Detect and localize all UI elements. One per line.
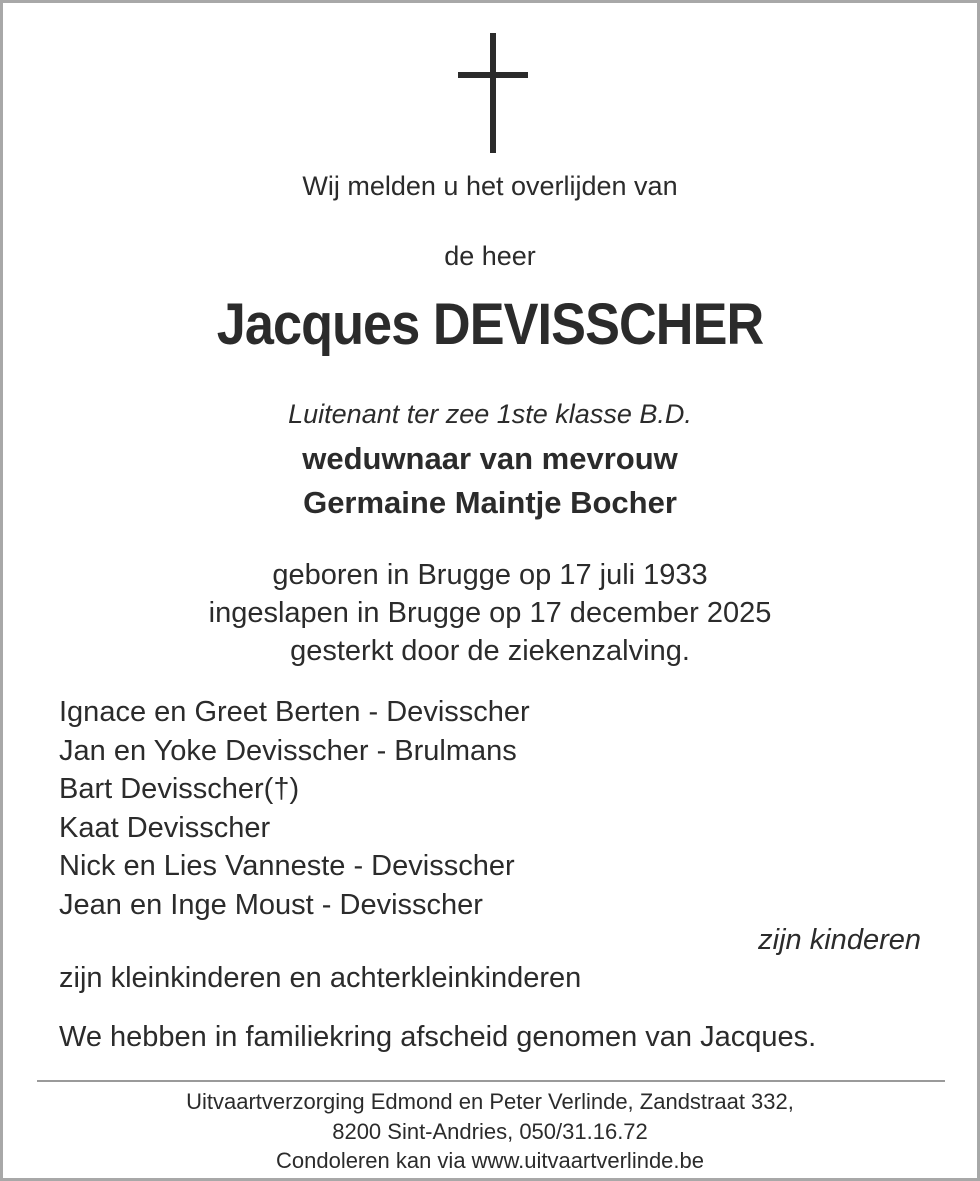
list-item: Jan en Yoke Devisscher - Brulmans [59, 734, 517, 767]
farewell-line: We hebben in familiekring afscheid genomen van Jacques. [59, 1021, 817, 1053]
military-rank: Luitenant ter zee 1ste klasse B.D. [288, 399, 692, 429]
footer-address: 8200 Sint-Andries, 050/31.16.72 [332, 1119, 648, 1144]
list-item: Jean en Inge Moust - Devisscher [59, 888, 483, 921]
intro-text: Wij melden u het overlijden van [302, 171, 678, 201]
birth-line: geboren in Brugge op 17 juli 1933 [272, 559, 708, 591]
list-item: Bart Devisscher(†) [59, 773, 300, 805]
cross-icon [458, 33, 528, 153]
honorific: de heer [444, 241, 536, 271]
grandchildren-line: zijn kleinkinderen en achterkleinkinderen [59, 962, 582, 994]
divider [37, 1080, 945, 1082]
spouse-name: Germaine Maintje Bocher [303, 485, 677, 520]
footer-undertaker: Uitvaartverzorging Edmond en Peter Verlinde, Zandstraat 332, [186, 1089, 794, 1114]
death-line: ingeslapen in Brugge op 17 december 2025 [208, 597, 772, 629]
footer-condolence: Condoleren kan via www.uitvaartverlinde.be [275, 1148, 704, 1173]
list-item: Ignace en Greet Berten - Devisscher [59, 696, 530, 728]
children-list [59, 693, 530, 924]
deceased-name: Jacques DEVISSCHER [216, 292, 764, 357]
list-item: Nick en Lies Vanneste - Devisscher [59, 850, 515, 882]
widower-line: weduwnaar van mevrouw [302, 441, 678, 476]
children-label: zijn kinderen [758, 924, 921, 956]
list-item: Kaat Devisscher [59, 811, 271, 844]
sacrament-line: gesterkt door de ziekenzalving. [290, 635, 690, 667]
